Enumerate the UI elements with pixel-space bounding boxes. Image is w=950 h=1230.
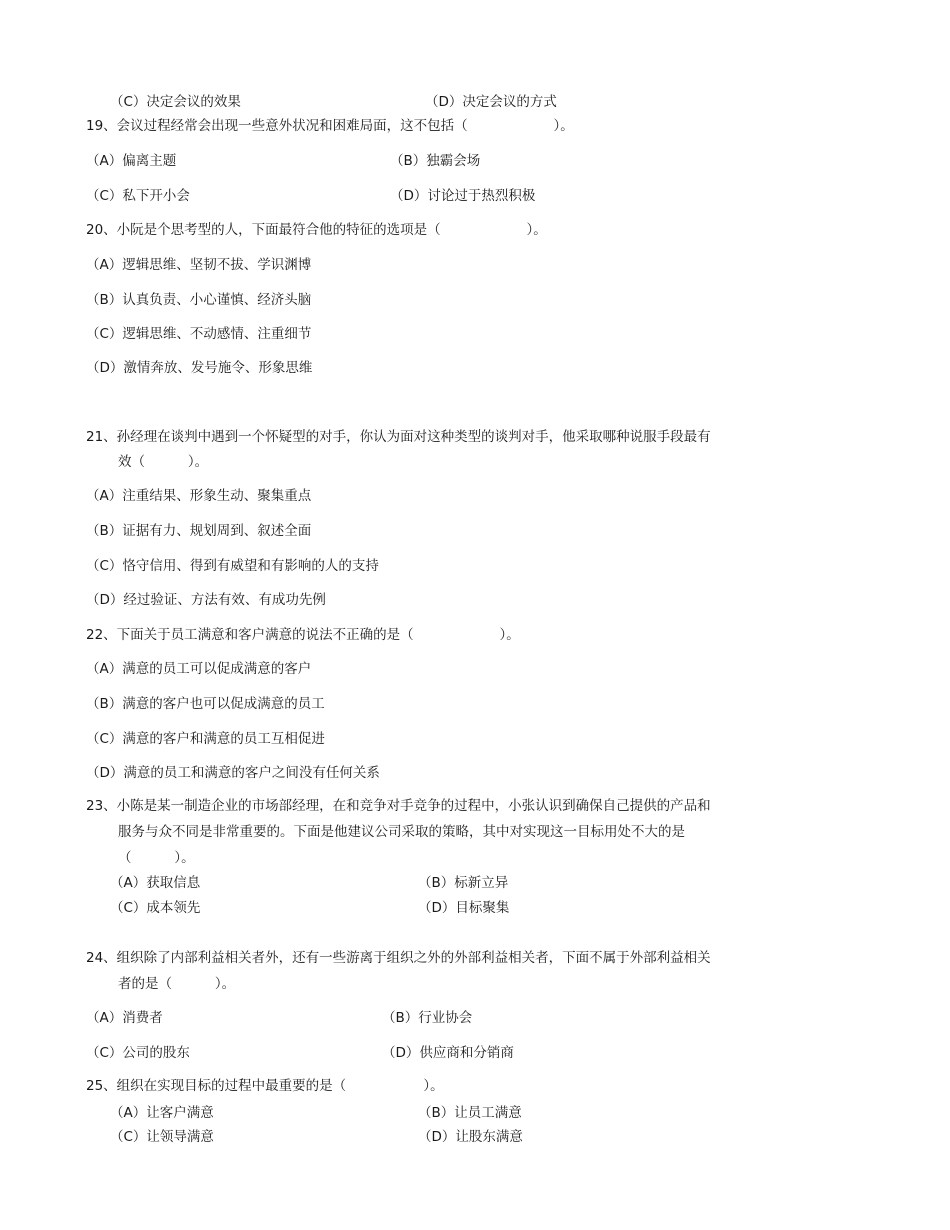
q24-option-b: （B）行业协会 — [382, 1010, 473, 1026]
q21-option-b: （B）证据有力、规划周到、叙述全面 — [86, 523, 312, 539]
q22-option-d: （D）满意的员工和满意的客户之间没有任何关系 — [86, 765, 380, 781]
q22-option-a: （A）满意的员工可以促成满意的客户 — [86, 661, 312, 677]
q19-option-b: （B）独霸会场 — [390, 153, 481, 169]
q19-option-d: （D）讨论过于热烈积极 — [390, 188, 536, 204]
q20-option-a: （A）逻辑思维、坚韧不拔、学识渊博 — [86, 257, 312, 273]
q23-option-c: （C）成本领先 — [110, 900, 201, 916]
q21-option-c: （C）恪守信用、得到有威望和有影响的人的支持 — [86, 558, 379, 574]
q19-option-a: （A）偏离主题 — [86, 153, 177, 169]
q24-stem-line1: 24、组织除了内部利益相关者外，还有一些游离于组织之外的外部利益相关者，下面不属于外部利益相关 — [86, 950, 711, 966]
q19-option-c: （C）私下开小会 — [86, 188, 190, 204]
q23-option-a: （A）获取信息 — [110, 875, 201, 891]
q23-stem-line2: 服务与众不同是非常重要的。下面是他建议公司采取的策略，其中对实现这一目标用处不大的是 — [118, 824, 685, 840]
q21-option-a: （A）注重结果、形象生动、聚集重点 — [86, 488, 312, 504]
q23-option-d: （D）目标聚集 — [418, 900, 510, 916]
q25-option-c: （C）让领导满意 — [110, 1129, 214, 1145]
q20-stem: 20、小阮是个思考型的人，下面最符合他的特征的选项是（ ）。 — [86, 222, 547, 238]
q24-option-d: （D）供应商和分销商 — [382, 1045, 514, 1061]
q25-option-b: （B）让员工满意 — [418, 1105, 522, 1121]
q23-stem-line1: 23、小陈是某一制造企业的市场部经理，在和竞争对手竞争的过程中，小张认识到确保自己提供的产品和 — [86, 798, 711, 814]
q23-option-b: （B）标新立异 — [418, 875, 509, 891]
q21-option-d: （D）经过验证、方法有效、有成功先例 — [86, 592, 326, 608]
q22-option-b: （B）满意的客户也可以促成满意的员工 — [86, 696, 325, 712]
q18-option-d: （D）决定会议的方式 — [425, 94, 557, 110]
q24-option-a: （A）消费者 — [86, 1010, 163, 1026]
q21-stem-line1: 21、孙经理在谈判中遇到一个怀疑型的对手，你认为面对这种类型的谈判对手，他采取哪种说服手段最有 — [86, 429, 711, 445]
q20-option-b: （B）认真负责、小心谨慎、经济头脑 — [86, 292, 312, 308]
q22-stem: 22、下面关于员工满意和客户满意的说法不正确的是（ ）。 — [86, 627, 520, 643]
q25-option-a: （A）让客户满意 — [110, 1105, 214, 1121]
q21-stem-line2: 效（ ）。 — [118, 454, 209, 470]
q18-option-c: （C）决定会议的效果 — [110, 94, 241, 110]
q24-option-c: （C）公司的股东 — [86, 1045, 190, 1061]
q24-stem-line2: 者的是（ ）。 — [118, 976, 236, 992]
q23-stem-line3: （ ）。 — [118, 850, 195, 866]
q25-stem: 25、组织在实现目标的过程中最重要的是（ ）。 — [86, 1078, 444, 1094]
q20-option-d: （D）激情奔放、发号施令、形象思维 — [86, 360, 313, 376]
q25-option-d: （D）让股东满意 — [418, 1129, 523, 1145]
q19-stem: 19、会议过程经常会出现一些意外状况和困难局面，这不包括（ ）。 — [86, 118, 574, 134]
q20-option-c: （C）逻辑思维、不动感情、注重细节 — [86, 326, 312, 342]
q22-option-c: （C）满意的客户和满意的员工互相促进 — [86, 731, 325, 747]
